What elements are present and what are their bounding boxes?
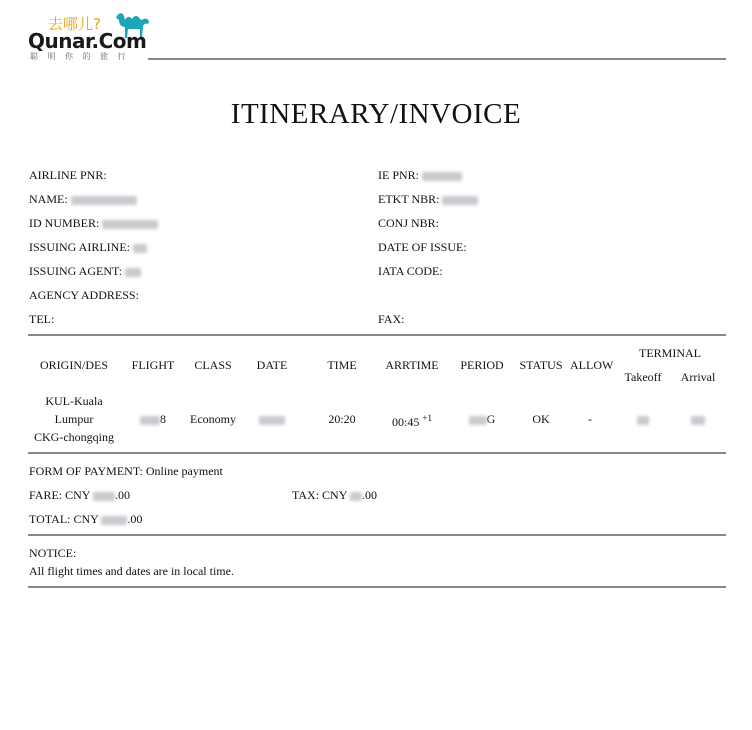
cell-status: OK xyxy=(532,412,550,426)
iata-code-field xyxy=(378,264,443,279)
cell-flight xyxy=(128,412,178,427)
header-terminal: TERMINAL xyxy=(639,346,701,360)
redacted-value xyxy=(442,196,478,205)
arrtime-value: 00:45 xyxy=(392,415,420,429)
header-flight: FLIGHT xyxy=(131,358,175,372)
tel-field xyxy=(29,312,54,327)
arrtime-day-offset: +1 xyxy=(422,413,432,423)
divider xyxy=(28,334,726,336)
logo-tagline: 聪明你的旅行 xyxy=(30,52,135,61)
conj-nbr-field xyxy=(378,216,439,231)
redacted-value xyxy=(637,416,649,425)
id-number-field xyxy=(29,216,158,231)
qunar-logo xyxy=(28,10,152,62)
tax-field xyxy=(292,488,377,503)
name-field xyxy=(29,192,137,207)
redacted-value xyxy=(691,416,705,425)
fare-field xyxy=(29,488,130,503)
iata-code-label: IATA CODE: xyxy=(378,264,443,278)
fare-suffix: .00 xyxy=(115,488,131,502)
ie-pnr-field xyxy=(378,168,462,183)
header-terminal-takeoff: Takeoff xyxy=(624,370,662,384)
header-date: DATE xyxy=(256,358,288,372)
header-status: STATUS xyxy=(519,358,563,372)
conj-nbr-label: CONJ NBR: xyxy=(378,216,440,230)
etkt-nbr-label: ETKT NBR: xyxy=(378,192,440,206)
page-title: ITINERARY/INVOICE xyxy=(230,98,522,130)
cell-time: 20:20 xyxy=(328,412,356,426)
period-suffix: G xyxy=(486,412,496,426)
issuing-agent-field xyxy=(29,264,141,279)
cell-arrtime xyxy=(382,413,442,430)
header-period: PERIOD xyxy=(460,358,504,372)
agency-address-label: AGENCY ADDRESS: xyxy=(29,288,139,302)
date-of-issue-label: DATE OF ISSUE: xyxy=(378,240,467,254)
fax-label: FAX: xyxy=(378,312,405,326)
cell-destination: CKG-chongqing xyxy=(34,430,114,444)
tax-suffix: .00 xyxy=(361,488,377,502)
logo-chinese-text: 去哪儿? xyxy=(48,15,101,33)
cell-origin-line2: Lumpur xyxy=(54,412,94,426)
cell-terminal-takeoff xyxy=(616,412,670,427)
notice-text: All flight times and dates are in local time. xyxy=(29,564,234,578)
tax-label: TAX: CNY xyxy=(292,488,347,502)
header-class: CLASS xyxy=(194,358,232,372)
cell-period xyxy=(456,412,508,427)
redacted-value xyxy=(422,172,462,181)
header-terminal-arrival: Arrival xyxy=(680,370,716,384)
redacted-value xyxy=(93,492,115,501)
redacted-value xyxy=(102,220,158,229)
total-suffix: .00 xyxy=(127,512,143,526)
etkt-nbr-field xyxy=(378,192,478,207)
redacted-value xyxy=(350,492,362,501)
date-of-issue-field xyxy=(378,240,467,255)
redacted-value xyxy=(101,516,127,525)
ie-pnr-label: IE PNR: xyxy=(378,168,420,182)
airline-pnr-field xyxy=(29,168,107,183)
header-divider xyxy=(148,58,726,60)
redacted-value xyxy=(125,268,141,277)
cell-class: Economy xyxy=(190,412,236,426)
logo-english-text: Qunar.Com xyxy=(28,29,147,53)
divider xyxy=(28,452,726,454)
tel-label: TEL: xyxy=(29,312,55,326)
cell-allow: - xyxy=(588,412,592,426)
redacted-value xyxy=(140,416,160,425)
notice-label: NOTICE: xyxy=(29,546,77,560)
total-label: TOTAL: CNY xyxy=(29,512,99,526)
divider xyxy=(28,586,726,588)
form-of-payment: FORM OF PAYMENT: Online payment xyxy=(29,464,223,478)
cell-date xyxy=(248,412,296,427)
agency-address-field xyxy=(29,288,139,303)
redacted-value xyxy=(71,196,137,205)
header-time: TIME xyxy=(327,358,357,372)
header-allow: ALLOW xyxy=(570,358,614,372)
divider xyxy=(28,534,726,536)
cell-origin-line1: KUL-Kuala xyxy=(45,394,103,408)
id-number-label: ID NUMBER: xyxy=(29,216,100,230)
issuing-airline-label: ISSUING AIRLINE: xyxy=(29,240,130,254)
issuing-airline-field xyxy=(29,240,147,255)
fax-field xyxy=(378,312,404,327)
name-label: NAME: xyxy=(29,192,68,206)
redacted-value xyxy=(133,244,147,253)
cell-terminal-arrival xyxy=(672,412,724,427)
flight-suffix: 8 xyxy=(160,412,166,426)
header-origin-des: ORIGIN/DES xyxy=(40,358,108,372)
redacted-value xyxy=(259,416,285,425)
redacted-value xyxy=(469,416,487,425)
header-arrtime: ARRTIME xyxy=(385,358,439,372)
airline-pnr-label: AIRLINE PNR: xyxy=(29,168,107,182)
fare-label: FARE: CNY xyxy=(29,488,91,502)
issuing-agent-label: ISSUING AGENT: xyxy=(29,264,123,278)
total-field xyxy=(29,512,142,527)
